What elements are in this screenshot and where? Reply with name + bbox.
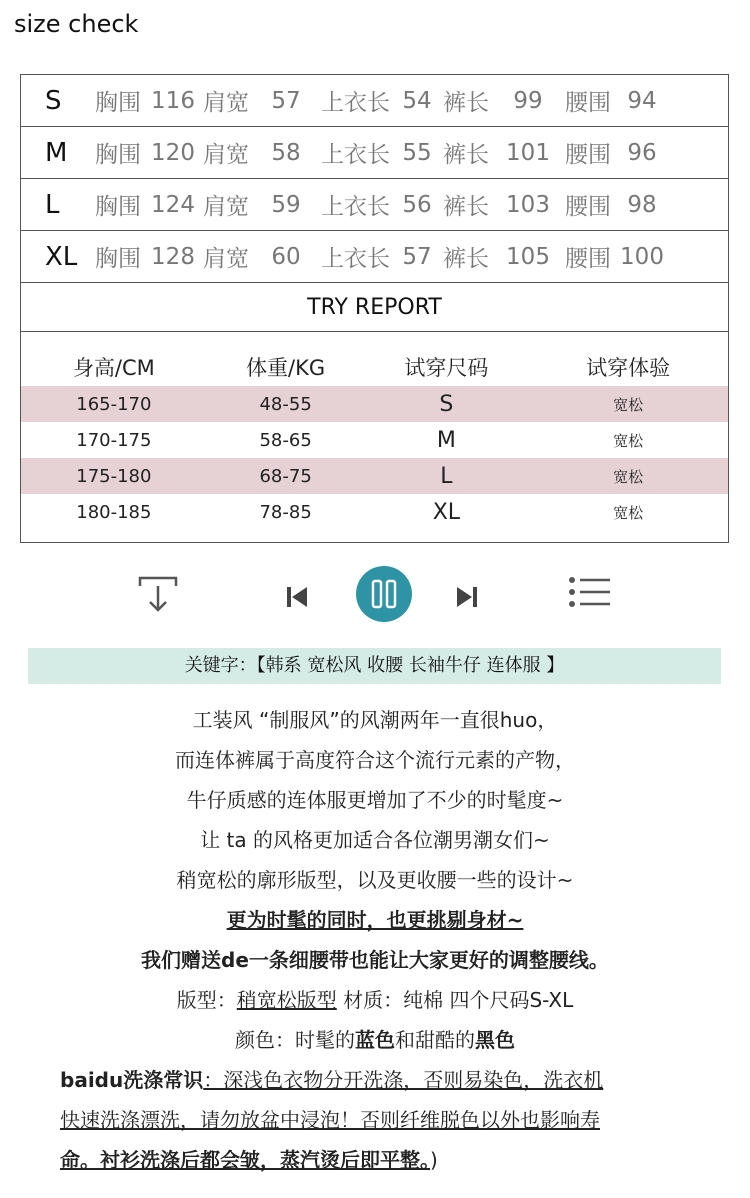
measure-label: 裤长 <box>443 142 489 168</box>
spec-label: 版型： <box>176 988 237 1012</box>
header-fit: 试穿体验 <box>586 356 671 380</box>
table-row <box>21 386 728 422</box>
cell-fit: 宽松 <box>613 467 644 486</box>
measure-label: 裤长 <box>443 246 489 272</box>
cell-fit: 宽松 <box>613 431 644 450</box>
measure-label: 裤长 <box>443 90 489 116</box>
desc-line: 工装风 “制服风”的风潮两年一直很huo， <box>192 708 558 732</box>
wash-end: 命。衬衫洗涤后都会皱，蒸汽烫后即平整。 <box>60 1148 430 1172</box>
cell-fit: 宽松 <box>613 395 644 414</box>
download-icon[interactable] <box>138 576 178 614</box>
cell-weight: 68-75 <box>259 465 312 487</box>
color-black: 黑色 <box>475 1028 515 1052</box>
size-label: S <box>45 85 62 116</box>
desc-line: 而连体裤属于高度符合这个流行元素的产物， <box>175 748 575 772</box>
spec-fit: 稍宽松版型 <box>236 988 337 1012</box>
spec-rest: 材质：纯棉 四个尺码S-XL <box>336 988 574 1012</box>
measure-value: 55 <box>402 139 432 166</box>
measure-label: 肩宽 <box>203 90 249 116</box>
table-row <box>21 422 728 458</box>
measure-label: 肩宽 <box>203 194 249 220</box>
size-row <box>21 179 728 231</box>
measure-label: 腰围 <box>565 90 611 116</box>
page-title: size check <box>14 10 139 38</box>
measure-label: 上衣长 <box>321 246 390 272</box>
wash-title: baidu洗涤常识 <box>60 1068 204 1092</box>
measure-label: 胸围 <box>95 194 141 220</box>
header-height: 身高/CM <box>72 356 155 380</box>
wash-paren: ) <box>430 1148 438 1172</box>
measure-label: 上衣长 <box>321 142 390 168</box>
cell-fit: 宽松 <box>613 503 644 522</box>
measure-value: 98 <box>627 191 657 218</box>
cell-height: 165-170 <box>76 393 152 415</box>
wash-line <box>60 1144 438 1173</box>
previous-icon[interactable] <box>286 586 308 608</box>
measure-value: 58 <box>271 139 301 166</box>
measure-value: 116 <box>151 87 195 114</box>
measure-value: 124 <box>151 191 195 218</box>
cell-size: XL <box>432 499 461 525</box>
header-size: 试穿尺码 <box>404 356 489 380</box>
desc-line-highlight: 更为时髦的同时，也更挑剔身材~ <box>226 908 524 932</box>
measure-label: 裤长 <box>443 194 489 220</box>
measure-label: 胸围 <box>95 246 141 272</box>
cell-size: M <box>436 427 456 453</box>
size-label: M <box>45 137 68 168</box>
measure-label: 胸围 <box>95 90 141 116</box>
desc-line: 让 ta 的风格更加适合各位潮男潮女们~ <box>200 828 550 852</box>
music-player <box>0 560 750 630</box>
measure-value: 60 <box>271 243 301 270</box>
measure-label: 肩宽 <box>203 246 249 272</box>
measure-value: 57 <box>271 87 301 114</box>
cell-weight: 78-85 <box>259 501 312 523</box>
measure-label: 腰围 <box>565 194 611 220</box>
table-row <box>21 494 728 530</box>
desc-line-spec <box>0 984 750 1013</box>
cell-height: 180-185 <box>76 501 152 523</box>
measure-value: 128 <box>151 243 195 270</box>
cell-weight: 58-65 <box>259 429 312 451</box>
cell-size: S <box>439 391 454 417</box>
size-label: L <box>45 189 60 220</box>
color-mid: 和甜酷的 <box>395 1028 475 1052</box>
measure-label: 肩宽 <box>203 142 249 168</box>
color-label: 颜色：时髦的 <box>235 1028 355 1052</box>
size-label: XL <box>45 241 78 272</box>
measure-value: 105 <box>506 243 550 270</box>
wash-line: 快速洗涤漂洗，请勿放盆中浸泡！否则纤维脱色以外也影响寿 <box>60 1108 600 1132</box>
try-report-header <box>21 332 728 386</box>
header-weight: 体重/KG <box>246 356 326 380</box>
desc-line: 稍宽松的廓形版型，以及更收腰一些的设计~ <box>176 868 574 892</box>
size-table <box>20 74 729 543</box>
measure-value: 96 <box>627 139 657 166</box>
wash-line <box>60 1064 603 1093</box>
measure-value: 101 <box>506 139 550 166</box>
measure-value: 59 <box>271 191 301 218</box>
measure-value: 94 <box>627 87 657 114</box>
measure-label: 腰围 <box>565 246 611 272</box>
table-row <box>21 458 728 494</box>
playlist-icon[interactable] <box>568 576 612 608</box>
measure-value: 103 <box>506 191 550 218</box>
size-row <box>21 127 728 179</box>
measure-value: 99 <box>513 87 543 114</box>
desc-line-belt: 我们赠送de一条细腰带也能让大家更好的调整腰线。 <box>141 948 609 972</box>
measure-value: 56 <box>402 191 432 218</box>
measure-value: 57 <box>402 243 432 270</box>
try-report-title: TRY REPORT <box>21 283 728 332</box>
cell-height: 175-180 <box>76 465 152 487</box>
measure-label: 上衣长 <box>321 194 390 220</box>
measure-label: 胸围 <box>95 142 141 168</box>
measure-value: 100 <box>620 243 664 270</box>
desc-line-color <box>0 1024 750 1053</box>
cell-size: L <box>440 463 453 489</box>
keyword-banner: 关键字：【韩系 宽松风 收腰 长袖牛仔 连体服 】 <box>28 648 721 684</box>
wash-text: ：深浅色衣物分开洗涤，否则易染色，洗衣机 <box>203 1068 604 1092</box>
cell-height: 170-175 <box>76 429 152 451</box>
measure-label: 腰围 <box>565 142 611 168</box>
size-row <box>21 231 728 283</box>
color-blue: 蓝色 <box>355 1028 395 1052</box>
desc-line: 牛仔质感的连体服更增加了不少的时髦度~ <box>186 788 564 812</box>
measure-label: 上衣长 <box>321 90 390 116</box>
cell-weight: 48-55 <box>259 393 312 415</box>
measure-value: 120 <box>151 139 195 166</box>
size-row <box>21 75 728 127</box>
next-icon[interactable] <box>456 586 478 608</box>
measure-value: 54 <box>402 87 432 114</box>
pause-icon[interactable] <box>355 565 413 623</box>
